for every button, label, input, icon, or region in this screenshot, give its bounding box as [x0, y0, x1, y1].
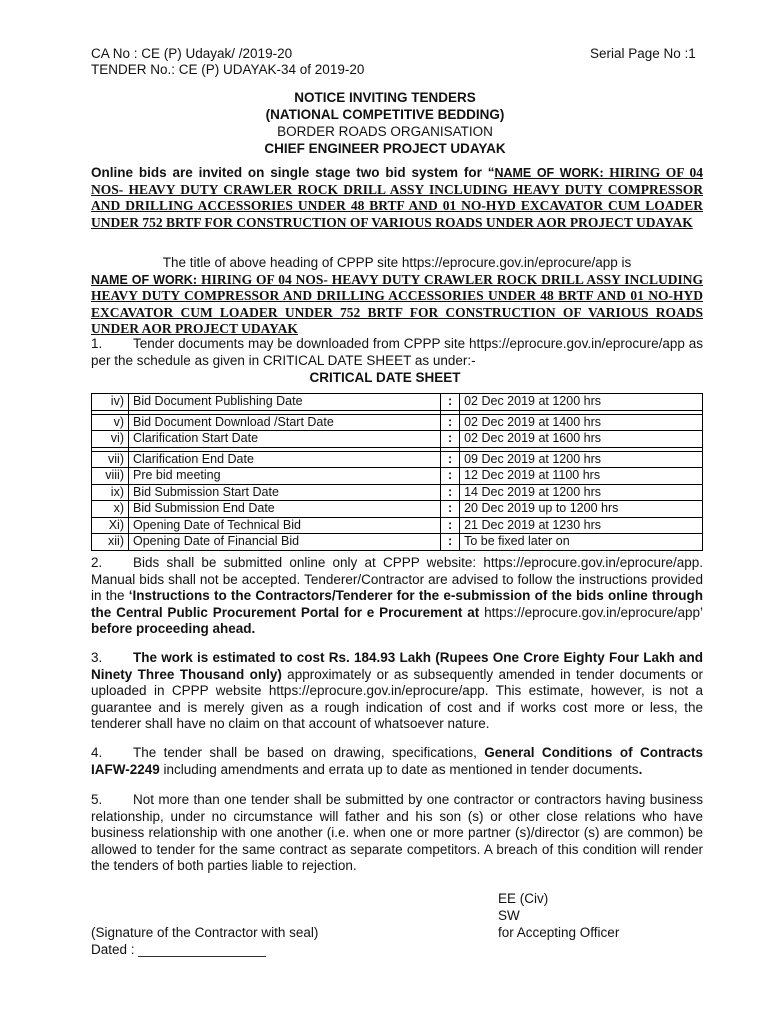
row-date: To be fixed later on	[460, 534, 703, 551]
dated-field: Dated : _________________	[91, 942, 266, 957]
paragraph-3	[91, 650, 703, 733]
contractor-signature-block	[91, 924, 318, 958]
paragraph-3-text: approximately or as subsequently amended in tender documents or uploaded in CPPP website https://eprocure.gov.in/eprocure/app. This estimate, however, is not a guarantee and is merely given as a rough indication of cost and if works cost more or less, the tenderer shall have no claim on that account of whatsoever nature.	[91, 666, 703, 731]
critical-date-table	[91, 393, 703, 551]
paragraph-1	[91, 336, 703, 369]
row-separator: :	[441, 517, 460, 534]
office-name: CHIEF ENGINEER PROJECT UDAYAK	[264, 141, 506, 156]
paragraph-1-number: 1.	[91, 336, 103, 351]
paragraph-5	[91, 792, 703, 875]
row-event: Clarification End Date	[129, 451, 441, 468]
row-separator: :	[441, 501, 460, 518]
cppp-name-label: NAME OF WORK	[91, 272, 193, 287]
row-separator: :	[441, 414, 460, 431]
paragraph-2-text-b: https://eprocure.gov.in/eprocure/app’	[479, 604, 703, 620]
row-event: Clarification Start Date	[129, 431, 441, 448]
intro-name-label: NAME OF WORK	[494, 166, 600, 180]
table-row	[92, 451, 703, 468]
table-row	[92, 484, 703, 501]
notice-title: NOTICE INVITING TENDERS	[294, 90, 476, 105]
row-date: 20 Dec 2019 up to 1200 hrs	[460, 501, 703, 518]
signatory-unit: SW	[498, 908, 520, 923]
signatory-block	[498, 890, 619, 941]
row-event: Bid Submission End Date	[129, 501, 441, 518]
paragraph-4-bold: General Conditions of Contracts IAFW-2249	[91, 745, 703, 777]
row-number: vii)	[92, 451, 129, 468]
row-date: 21 Dec 2019 at 1230 hrs	[460, 517, 703, 534]
table-row	[92, 517, 703, 534]
row-event: Bid Document Publishing Date	[129, 394, 441, 411]
row-number: Xi)	[92, 517, 129, 534]
row-event: Bid Document Download /Start Date	[129, 414, 441, 431]
row-event: Pre bid meeting	[129, 468, 441, 485]
signatory-role: for Accepting Officer	[498, 925, 620, 940]
row-date: 14 Dec 2019 at 1200 hrs	[460, 484, 703, 501]
table-row	[92, 468, 703, 485]
intro-quote-mark: “	[487, 165, 495, 180]
row-date: 02 Dec 2019 at 1400 hrs	[460, 414, 703, 431]
paragraph-2-bold-a: ‘Instructions to the Contractors/Tenderer for the e-submission of the bids online through the Central Public Procurement Portal for e Procurement at	[91, 588, 703, 620]
row-date: 12 Dec 2019 at 1100 hrs	[460, 468, 703, 485]
row-separator: :	[441, 394, 460, 411]
row-separator: :	[441, 534, 460, 551]
cppp-heading-paragraph	[91, 255, 703, 338]
cppp-heading-lead: The title of above heading of CPPP site https://eprocure.gov.in/eprocure/app is	[162, 255, 632, 270]
table-row	[92, 431, 703, 448]
row-date: 02 Dec 2019 at 1200 hrs	[460, 394, 703, 411]
paragraph-2-number: 2.	[91, 555, 103, 570]
notice-subtitle: (NATIONAL COMPETITIVE BEDDING)	[265, 107, 505, 122]
intro-name-of-work: : HIRING OF 04 NOS- HEAVY DUTY CRAWLER ROCK DRILL ASSY INCLUDING HEAVY DUTY COMPRESSOR AND DRILLING ACCESSORIES UNDER 48 BRTF AND 01 NO-HYD EXCAVATOR CUM LOADER UNDER 752 BRTF FOR CONSTRUCTION OF VARIOUS ROADS UNDER AOR PROJECT UDAYAK	[91, 165, 704, 230]
row-event: Bid Submission Start Date	[129, 484, 441, 501]
row-number: x)	[92, 501, 129, 518]
row-separator: :	[441, 451, 460, 468]
paragraph-4	[91, 745, 703, 778]
tender-number: TENDER No.: CE (P) UDAYAK-34 of 2019-20	[91, 62, 365, 77]
paragraph-4-text-b: including amendments and errata up to date as mentioned in tender documents	[159, 761, 639, 777]
row-number: vi)	[92, 431, 129, 448]
row-number: iv)	[92, 394, 129, 411]
paragraph-1-text: Tender documents may be downloaded from CPPP site https://eprocure.gov.in/eprocure/app as per the schedule as given in CRITICAL DATE SHEET as under:-	[91, 336, 703, 368]
paragraph-4-text-a: The tender shall be based on drawing, specifications,	[133, 745, 485, 760]
organisation-name: BORDER ROADS ORGANISATION	[277, 124, 493, 139]
row-separator: :	[441, 431, 460, 448]
ca-number: CA No : CE (P) Udayak/ /2019-20	[91, 46, 293, 61]
row-number: v)	[92, 414, 129, 431]
paragraph-3-bold: The work is estimated to cost Rs. 184.93 Lakh (Rupees One Crore Eighty Four Lakh and Ninety Three Thousand only)	[91, 650, 703, 682]
row-event: Opening Date of Technical Bid	[129, 517, 441, 534]
table-row	[92, 414, 703, 431]
cppp-name-of-work: : HIRING OF 04 NOS- HEAVY DUTY CRAWLER ROCK DRILL ASSY INCLUDING HEAVY DUTY COMPRESSOR AND DRILLING ACCESSORIES UNDER 48 BRTF AND 01 NO-HYD EXCAVATOR CUM LOADER UNDER 752 BRTF FOR CONSTRUCTION OF VARIOUS ROADS UNDER AOR PROJECT UDAYAK	[91, 271, 703, 336]
paragraph-5-text: Not more than one tender shall be submitted by one contractor or contractors having business relationship, under no circumstance will father and his son (s) or other close relations who have business relationship with one another (i.e. when one or more partner (s)/director (s) are common) be allowed to tender for the same contract as separate competitors. A breach of this condition will render the tenders of both parties liable to rejection.	[91, 792, 703, 873]
row-number: xii)	[92, 534, 129, 551]
table-row	[92, 394, 703, 411]
intro-paragraph	[91, 165, 703, 231]
row-separator: :	[441, 484, 460, 501]
row-event: Opening Date of Financial Bid	[129, 534, 441, 551]
critical-date-sheet-title: CRITICAL DATE SHEET	[309, 370, 461, 385]
row-number: ix)	[92, 484, 129, 501]
row-separator: :	[441, 468, 460, 485]
row-date: 09 Dec 2019 at 1200 hrs	[460, 451, 703, 468]
table-row	[92, 501, 703, 518]
row-number: viii)	[92, 468, 129, 485]
contractor-signature-label: (Signature of the Contractor with seal)	[91, 925, 319, 940]
serial-page-number: Serial Page No :1	[590, 46, 696, 61]
signatory-designation: EE (Civ)	[498, 891, 549, 906]
paragraph-2-bold-b: before proceeding ahead.	[91, 621, 256, 636]
paragraph-5-number: 5.	[91, 792, 103, 807]
paragraph-2-text-a: Bids shall be submitted online only at CPPP website: https://eprocure.gov.in/eprocure/app. Manual bids shall not be accepted. Tenderer/Contractor are advised to follow the instructions provided in the	[91, 555, 703, 603]
paragraph-4-bold-end: .	[638, 761, 643, 777]
table-row	[92, 534, 703, 551]
paragraph-3-number: 3.	[91, 650, 103, 665]
row-date: 02 Dec 2019 at 1600 hrs	[460, 431, 703, 448]
paragraph-4-number: 4.	[91, 745, 103, 760]
paragraph-2	[91, 555, 703, 638]
intro-lead-text: Online bids are invited on single stage two bid system for	[91, 165, 488, 180]
